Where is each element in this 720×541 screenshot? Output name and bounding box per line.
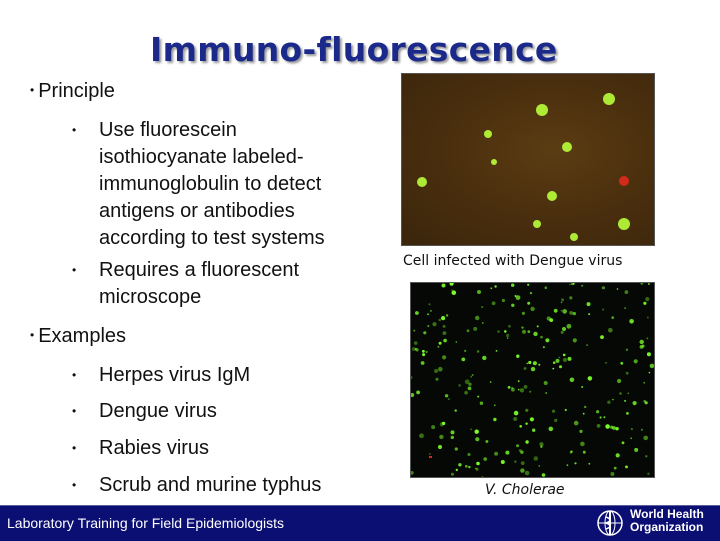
slide-title: Immuno-fluorescence: [150, 30, 558, 69]
bacterium-speck: [571, 283, 574, 285]
principle-item-1-line-4: antigens or antibodies: [99, 200, 295, 222]
bacterium-speck: [439, 342, 442, 345]
bacterium-speck: [561, 310, 563, 312]
fluorescent-cell: [484, 130, 492, 138]
principle-item-1-line-5: according to test systems: [99, 227, 325, 249]
example-item-label: Herpes virus IgM: [99, 364, 251, 386]
bacterium-speck: [508, 386, 511, 389]
bacterium-speck: [483, 457, 487, 461]
example-item: • Rabies virus: [72, 435, 80, 463]
example-item-label: Scrub and murine typhus: [99, 474, 322, 496]
bacterium-speck: [549, 427, 554, 432]
bacterium-speck: [586, 344, 588, 346]
bacterium-speck: [561, 301, 563, 303]
bacterium-speck: [511, 387, 513, 389]
bacterium-speck: [574, 462, 576, 464]
bacterium-speck: [570, 378, 575, 383]
bacterium-speck: [643, 302, 646, 305]
bacterium-speck: [633, 401, 637, 405]
dengue-cells-svg: [402, 74, 654, 245]
bacterium-speck: [647, 317, 649, 319]
bacterium-speck: [492, 301, 496, 305]
bacterium-speck: [472, 374, 474, 376]
bacterium-speck: [616, 453, 620, 457]
bacterium-speck: [519, 425, 522, 428]
bacterium-speck: [465, 379, 470, 384]
bacterium-speck: [554, 419, 557, 422]
bacterium-speck: [567, 464, 569, 466]
example-item-label: Dengue virus: [99, 400, 217, 422]
bacterium-speck: [643, 436, 648, 441]
bacterium-speck: [527, 284, 529, 286]
bacterium-speck: [518, 380, 520, 382]
bacterium-speck: [615, 427, 618, 430]
bacterium-speck: [493, 418, 496, 421]
dengue-fluorescence-image: [401, 73, 655, 246]
bacterium-speck: [580, 442, 585, 447]
bacterium-speck: [516, 355, 519, 358]
bacterium-speck: [561, 331, 564, 334]
bacterium-speck: [607, 401, 610, 404]
bacterium-speck: [431, 425, 435, 429]
bacterium-speck: [419, 433, 424, 438]
bacterium-speck: [534, 456, 539, 461]
bacterium-speck: [600, 416, 602, 418]
bacterium-speck: [456, 469, 458, 471]
bacterium-speck: [646, 337, 648, 339]
who-emblem-icon: [594, 508, 626, 538]
bacterium-speck: [612, 399, 614, 401]
bacterium-speck: [624, 400, 626, 402]
bacterium-speck: [640, 340, 644, 344]
bacterium-speck: [451, 289, 453, 291]
bacterium-speck: [648, 283, 650, 285]
bacterium-speck: [475, 437, 479, 441]
fluorescent-cell: [618, 218, 630, 230]
dengue-caption: Cell infected with Dengue virus: [403, 253, 623, 269]
bacterium-speck: [439, 319, 442, 322]
bacterium-speck: [563, 358, 567, 362]
bacterium-speck: [600, 335, 604, 339]
bacterium-speck: [497, 330, 499, 332]
bacterium-speck: [569, 284, 571, 286]
bacterium-speck: [468, 466, 470, 468]
bacterium-speck: [608, 328, 613, 333]
bacterium-speck: [570, 452, 572, 454]
bacterium-speck: [649, 372, 651, 374]
bacterium-speck: [514, 411, 519, 416]
bacterium-speck: [573, 338, 577, 342]
bacterium-speck: [605, 362, 607, 364]
bacterium-speck: [411, 393, 414, 397]
bacterium-speck: [464, 350, 466, 352]
bacterium-speck: [558, 357, 560, 359]
bacterium-speck: [527, 330, 530, 333]
bacterium-speck: [532, 429, 535, 432]
bacterium-speck: [470, 428, 472, 430]
bacterium-speck: [527, 302, 530, 305]
cholerae-caption: V. Cholerae: [485, 482, 565, 498]
fluorescent-cell: [536, 104, 548, 116]
bacterium-speck: [537, 325, 539, 327]
example-item: • Scrub and murine typhus: [72, 472, 80, 500]
bacterium-speck: [442, 284, 446, 288]
bacterium-speck: [596, 410, 599, 413]
bacterium-speck: [521, 461, 525, 465]
bacterium-speck: [482, 476, 484, 477]
bacterium-speck: [427, 313, 429, 315]
bacterium-speck: [538, 364, 540, 366]
bacterium-speck: [442, 422, 445, 425]
bacterium-speck: [451, 430, 455, 434]
principle-item-1: • Use fluorescein isothiocyanate labeled- immunoglobulin to detect antigens or antibodies according to test systems: [72, 117, 80, 145]
bacterium-speck: [443, 339, 447, 343]
red-speck: [429, 456, 432, 458]
bacterium-speck: [518, 389, 520, 391]
bacterium-speck: [477, 290, 481, 294]
bacterium-speck: [451, 473, 454, 476]
bacterium-speck: [619, 392, 622, 395]
bacterium-speck: [422, 353, 425, 356]
principle-item-2: • Requires a fluorescent microscope: [72, 257, 80, 285]
bacterium-speck: [588, 313, 590, 315]
bacterium-speck: [455, 447, 458, 450]
bacterium-speck: [603, 416, 605, 418]
bacterium-speck: [467, 329, 470, 332]
bacterium-speck: [465, 465, 468, 468]
bacterium-speck: [647, 473, 649, 475]
bacterium-speck: [631, 428, 633, 430]
bacterium-speck: [524, 385, 528, 389]
bacterium-speck: [543, 346, 545, 348]
fluorescent-cell: [562, 142, 572, 152]
bacterium-speck: [529, 391, 531, 393]
bacterium-speck: [508, 325, 511, 328]
bullet-examples: • Examples: [30, 325, 127, 347]
bacterium-speck: [602, 286, 605, 289]
bacterium-speck: [645, 455, 647, 457]
principle-item-2-line-1: Requires a fluorescent: [99, 259, 300, 281]
bacterium-speck: [515, 295, 517, 297]
fluorescent-cell: [533, 220, 541, 228]
bacterium-speck: [544, 381, 548, 385]
bacterium-speck: [602, 308, 604, 310]
bacterium-speck: [634, 448, 638, 452]
bacterium-speck: [422, 350, 425, 353]
bacterium-speck: [514, 461, 516, 463]
bacterium-speck: [482, 322, 484, 324]
bacterium-speck: [490, 287, 492, 289]
fluorescent-cell: [603, 93, 615, 105]
bacterium-speck: [650, 364, 654, 369]
bacterium-speck: [480, 402, 483, 405]
bacterium-speck: [501, 460, 505, 464]
bacterium-speck: [562, 309, 567, 314]
bacterium-speck: [482, 356, 486, 360]
bacterium-speck: [629, 319, 634, 324]
bacterium-speck: [411, 471, 414, 475]
bacterium-speck: [464, 391, 468, 395]
bacterium-speck: [538, 465, 540, 467]
bacterium-speck: [625, 290, 629, 294]
bacterium-speck: [525, 471, 530, 476]
bacterium-speck: [438, 445, 442, 449]
bacterium-speck: [437, 346, 439, 348]
bacterium-speck: [436, 378, 439, 381]
bacterium-speck: [634, 359, 638, 363]
bacterium-speck: [626, 349, 628, 351]
cholerae-fluorescence-image: [410, 282, 655, 478]
bacterium-speck: [485, 440, 488, 443]
bacterium-speck: [612, 426, 616, 430]
bacterium-speck: [413, 330, 415, 332]
bacterium-speck: [494, 285, 496, 287]
bacterium-speck: [455, 409, 457, 411]
bacterium-speck: [569, 311, 573, 315]
bacterium-speck: [540, 446, 542, 448]
bacterium-speck: [569, 296, 572, 299]
bacterium-speck: [415, 348, 417, 350]
bacterium-speck: [507, 337, 509, 339]
principle-item-1-line-3: immunoglobulin to detect: [99, 173, 322, 195]
bacterium-speck: [554, 309, 558, 313]
bacterium-speck: [528, 361, 531, 364]
bacterium-speck: [439, 435, 443, 439]
bacterium-speck: [587, 302, 591, 306]
bacterium-speck: [584, 406, 586, 408]
bacterium-speck: [468, 387, 472, 391]
bacterium-speck: [442, 355, 446, 359]
bacterium-speck: [545, 338, 549, 342]
bacterium-speck: [552, 410, 555, 413]
bacterium-speck: [438, 367, 443, 372]
bacterium-speck: [496, 350, 498, 352]
fluorescent-cell: [570, 233, 578, 241]
bacterium-speck: [445, 394, 448, 397]
bacterium-speck: [545, 286, 548, 289]
bacterium-speck: [443, 325, 446, 328]
bacterium-speck: [525, 423, 527, 425]
red-cell: [619, 176, 629, 186]
example-item: • Herpes virus IgM: [72, 362, 80, 390]
bacterium-speck: [533, 361, 537, 365]
bacterium-speck: [506, 334, 509, 337]
principle-item-1-line-1: Use fluorescein: [99, 119, 237, 141]
bacterium-speck: [522, 312, 525, 315]
bacterium-speck: [443, 331, 447, 335]
bacterium-speck: [545, 392, 547, 394]
bacterium-speck: [626, 412, 629, 415]
bacterium-speck: [573, 312, 576, 315]
example-item-label: Rabies virus: [99, 437, 210, 459]
bacterium-speck: [521, 326, 523, 328]
bacterium-speck: [476, 468, 479, 471]
bacterium-speck: [611, 316, 614, 319]
bullet-principle: • Principle: [30, 80, 115, 102]
bacterium-speck: [505, 451, 509, 455]
bacterium-speck: [461, 358, 465, 362]
bacterium-speck: [559, 365, 562, 368]
bacterium-speck: [617, 288, 619, 290]
bacterium-speck: [588, 463, 590, 465]
bacterium-speck: [549, 318, 553, 322]
bacterium-speck: [477, 396, 479, 398]
bacterium-speck: [448, 398, 450, 400]
bacterium-speck: [588, 376, 593, 381]
bacterium-speck: [450, 283, 454, 286]
bacterium-speck: [540, 336, 543, 339]
bacterium-speck: [411, 376, 413, 379]
bacterium-speck: [530, 417, 534, 421]
examples-heading: Examples: [38, 325, 127, 347]
bacterium-speck: [562, 327, 566, 331]
bacterium-speck: [415, 311, 419, 315]
bacterium-speck: [622, 441, 625, 444]
bacterium-speck: [476, 462, 480, 466]
bacterium-speck: [421, 361, 425, 365]
bacterium-speck: [428, 303, 430, 305]
bacterium-speck: [511, 284, 514, 287]
bacterium-speck: [416, 391, 420, 395]
bacterium-speck: [451, 436, 454, 439]
bacterium-speck: [511, 304, 514, 307]
bacterium-speck: [430, 310, 432, 312]
bacterium-speck: [473, 327, 477, 331]
bacterium-speck: [574, 421, 579, 426]
bacterium-speck: [530, 292, 532, 294]
bacterium-speck: [610, 472, 614, 476]
bacterium-speck: [494, 452, 498, 456]
bacterium-speck: [552, 368, 554, 370]
bacterium-speck: [446, 314, 448, 316]
bacterium-speck: [556, 359, 560, 363]
bacterium-speck: [645, 401, 648, 404]
bacterium-speck: [579, 430, 582, 433]
bacterium-speck: [525, 440, 528, 443]
bacterium-speck: [643, 382, 645, 384]
bacterium-speck: [475, 316, 479, 320]
example-item: • Dengue virus: [72, 398, 80, 426]
bacterium-speck: [427, 325, 429, 327]
bacterium-speck: [520, 468, 524, 472]
principle-heading: Principle: [38, 80, 115, 102]
bacterium-speck: [597, 424, 601, 428]
bacterium-speck: [614, 467, 617, 470]
bacterium-speck: [522, 330, 526, 334]
bacterium-speck: [542, 473, 546, 477]
bacterium-speck: [647, 352, 651, 356]
bacterium-speck: [481, 306, 483, 308]
bacterium-speck: [504, 330, 507, 333]
bacterium-speck: [565, 409, 567, 411]
bacterium-speck: [583, 451, 586, 454]
bacterium-speck: [641, 283, 644, 285]
principle-item-1-line-2: isothiocyanate labeled-: [99, 146, 304, 168]
bacterium-speck: [627, 392, 629, 394]
bacterium-speck: [434, 369, 438, 373]
bacterium-speck: [494, 404, 496, 406]
bacterium-speck: [626, 372, 629, 375]
bacterium-speck: [524, 367, 527, 370]
bacterium-speck: [617, 379, 621, 383]
fluorescent-cell: [491, 159, 497, 165]
bacterium-speck: [441, 316, 445, 320]
who-logo-line-2: Organization: [630, 520, 704, 534]
bacterium-speck: [630, 437, 632, 439]
who-logo-text: [630, 508, 704, 534]
bacterium-speck: [519, 449, 522, 452]
bacterium-speck: [567, 324, 572, 329]
footer-text: Laboratory Training for Field Epidemiologists: [7, 515, 285, 531]
bacterium-speck: [581, 386, 583, 388]
bacterium-speck: [525, 409, 528, 412]
bacterium-speck: [520, 388, 524, 392]
bacterium-speck: [533, 332, 537, 336]
bacterium-speck: [583, 413, 585, 415]
fluorescent-cell: [547, 191, 557, 201]
bacterium-speck: [458, 384, 461, 387]
bacterium-speck: [423, 331, 426, 334]
bacterium-speck: [561, 298, 564, 301]
bacterium-speck: [530, 307, 534, 311]
bacterium-speck: [625, 466, 628, 469]
bacterium-speck: [467, 453, 470, 456]
bacterium-speck: [645, 297, 649, 301]
bacterium-speck: [458, 463, 461, 466]
bacterium-speck: [563, 354, 566, 357]
bacterium-speck: [640, 345, 644, 349]
bacterium-speck: [620, 362, 623, 365]
bacterium-speck: [516, 444, 519, 447]
principle-item-2-line-2: microscope: [99, 286, 202, 308]
bacterium-speck: [475, 430, 479, 434]
bacterium-speck: [432, 322, 436, 326]
bacterium-speck: [605, 424, 610, 429]
bacterium-speck: [470, 376, 472, 378]
bacterium-speck: [456, 341, 458, 343]
bacterium-speck: [568, 357, 572, 361]
cholerae-dots-svg: [411, 283, 654, 477]
bacterium-speck: [526, 363, 528, 365]
who-logo-line-1: World Health: [630, 507, 704, 521]
bacterium-speck: [531, 367, 535, 371]
bacterium-speck: [414, 341, 418, 345]
bacterium-speck: [490, 381, 492, 383]
bacterium-speck: [581, 285, 583, 287]
bacterium-speck: [477, 350, 480, 353]
bacterium-speck: [502, 299, 505, 302]
bacterium-speck: [429, 453, 431, 455]
fluorescent-cell: [417, 177, 427, 187]
bacterium-speck: [513, 417, 517, 421]
bacterium-speck: [553, 361, 556, 364]
bacterium-speck: [425, 351, 427, 353]
bacterium-speck: [624, 307, 626, 309]
bacterium-speck: [641, 429, 643, 431]
